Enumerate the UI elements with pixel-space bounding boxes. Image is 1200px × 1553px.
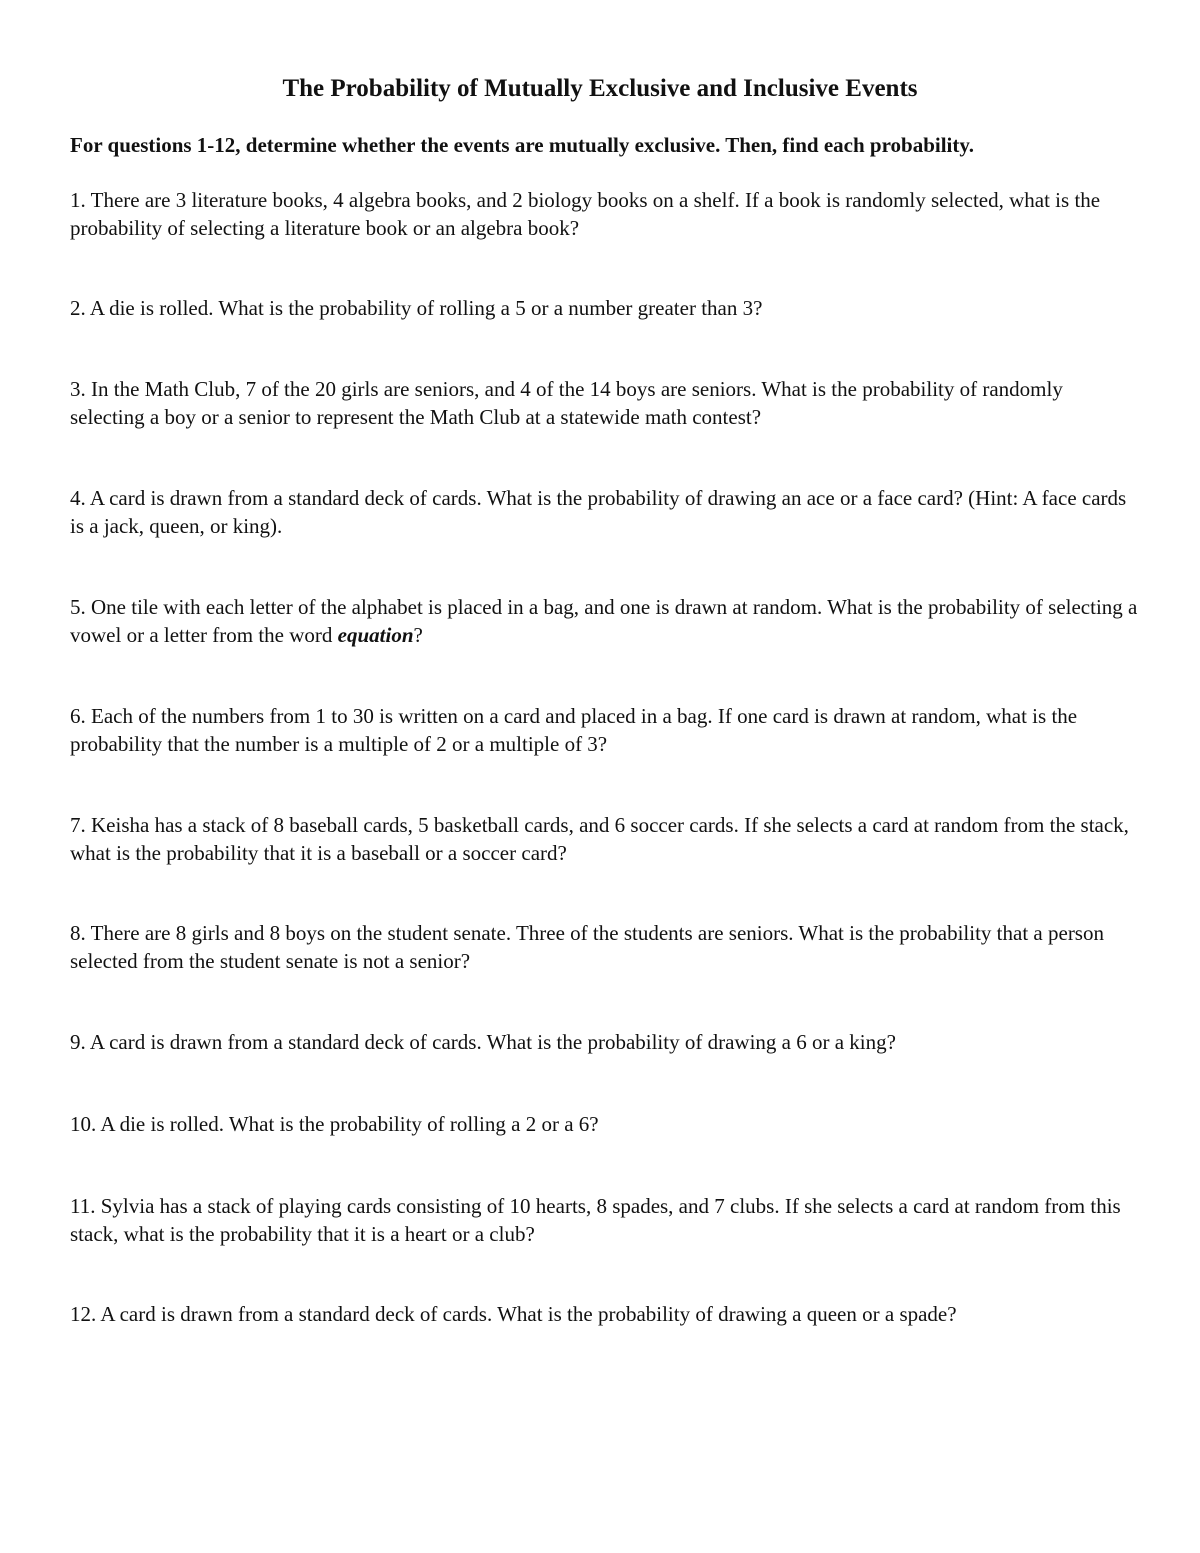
- question-5-text: 5. One tile with each letter of the alphabet is placed in a bag, and one is drawn at random. What is the probability of selecting a vowel or a letter from the word: [70, 595, 1138, 647]
- question-9: 9. A card is drawn from a standard deck of cards. What is the probability of drawing a 6 or a king?: [70, 1030, 896, 1054]
- question-5-italic-word: equation: [337, 623, 414, 647]
- question-7: 7. Keisha has a stack of 8 baseball cards, 5 basketball cards, and 6 soccer cards. If she selects a card at random from the stack, what is the probability that it is a baseball or a soccer card?: [70, 813, 1129, 865]
- question-10: 10. A die is rolled. What is the probability of rolling a 2 or a 6?: [70, 1112, 599, 1136]
- question-4: 4. A card is drawn from a standard deck of cards. What is the probability of drawing an ace or a face card? (Hint: A face cards is a jack, queen, or king).: [70, 486, 1127, 538]
- question-11: 11. Sylvia has a stack of playing cards consisting of 10 hearts, 8 spades, and 7 clubs. If she selects a card at random from this stack, what is the probability that it is a heart or a club?: [70, 1194, 1121, 1246]
- question-2: 2. A die is rolled. What is the probability of rolling a 5 or a number greater than 3?: [70, 296, 763, 320]
- question-5-end: ?: [413, 623, 423, 647]
- question-5: [70, 593, 1140, 649]
- question-6: 6. Each of the numbers from 1 to 30 is written on a card and placed in a bag. If one card is drawn at random, what is the probability that the number is a multiple of 2 or a multiple of 3?: [70, 704, 1078, 756]
- question-8: 8. There are 8 girls and 8 boys on the student senate. Three of the students are seniors. What is the probability that a person selected from the student senate is not a senior?: [70, 921, 1104, 973]
- question-3: 3. In the Math Club, 7 of the 20 girls are seniors, and 4 of the 14 boys are seniors. What is the probability of randomly selecting a boy or a senior to represent the Math Club at a statewide math contest?: [70, 377, 1063, 429]
- instructions: For questions 1-12, determine whether the events are mutually exclusive. Then, find each probability.: [70, 133, 974, 157]
- question-1: 1. There are 3 literature books, 4 algebra books, and 2 biology books on a shelf. If a book is randomly selected, what is the probability of selecting a literature book or an algebra book?: [70, 188, 1101, 240]
- question-12: 12. A card is drawn from a standard deck of cards. What is the probability of drawing a queen or a spade?: [70, 1302, 957, 1326]
- page-title: The Probability of Mutually Exclusive and Inclusive Events: [282, 75, 918, 102]
